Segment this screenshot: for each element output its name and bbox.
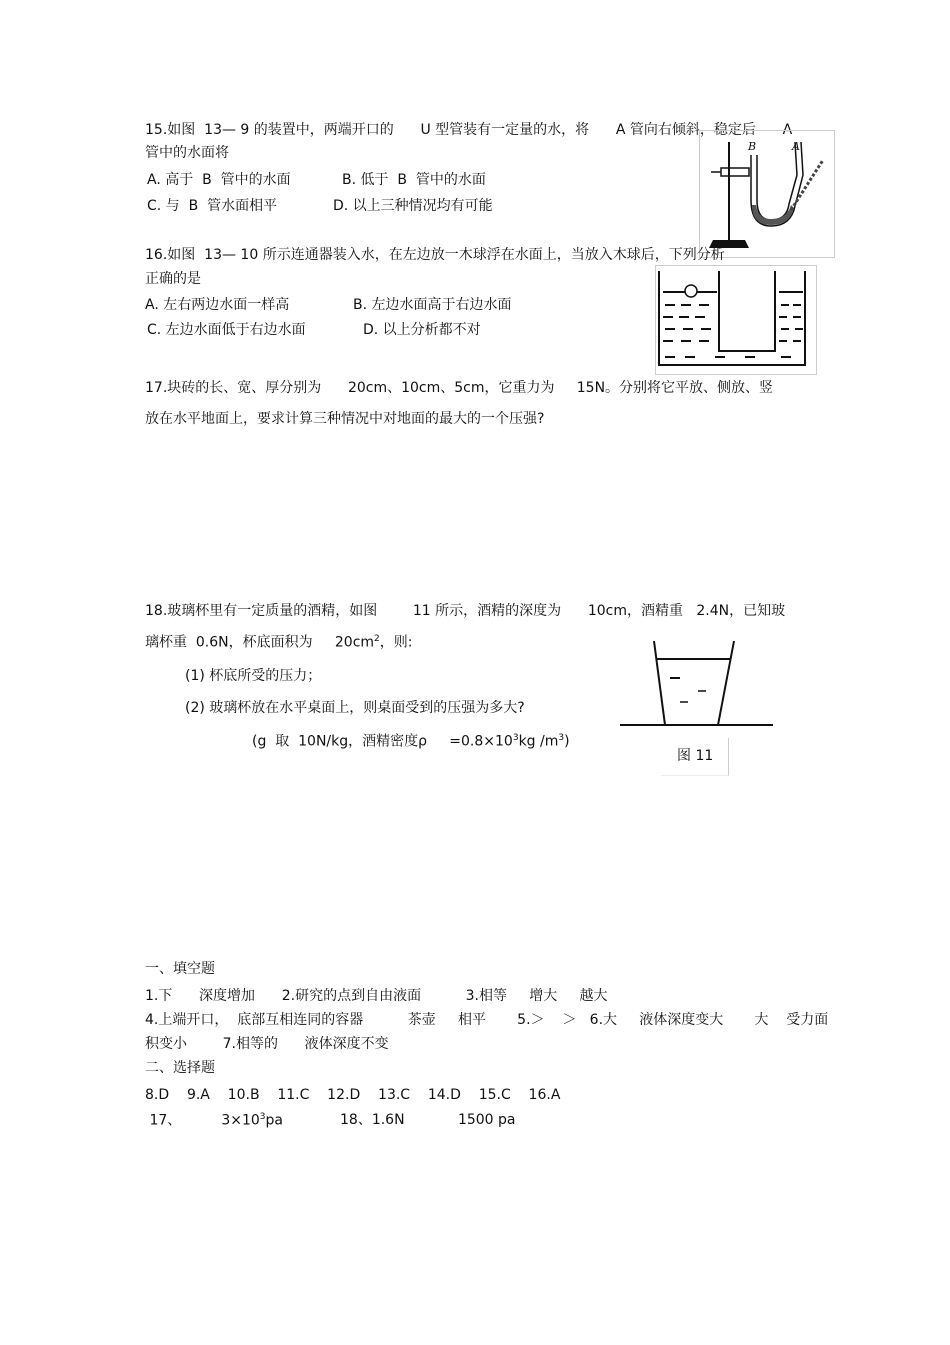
- q16-option-c: C. 左边水面低于右边水面: [147, 322, 306, 338]
- q18-line1: 18.玻璃杯里有一定质量的酒精，如图 11 所示，酒精的深度为 10cm，酒精重 2.4N，已知玻: [145, 603, 786, 619]
- label-b: B: [748, 140, 757, 153]
- fill-answers-line1: 1.下 深度增加 2.研究的点到自由液面 3.相等 增大 越大: [145, 988, 608, 1004]
- section2-title: 二、选择题: [145, 1060, 215, 1076]
- q18-line2: 璃杯重 0.6N，杯底面积为 $20cm^2$，则:: [145, 634, 413, 651]
- q15-option-d: D. 以上三种情况均有可能: [333, 198, 493, 214]
- q15-option-c: C. 与 B 管水面相平: [147, 198, 278, 214]
- q15-option-a: A. 高于 B 管中的水面: [147, 172, 291, 188]
- q16-option-a: A. 左右两边水面一样高: [145, 297, 290, 313]
- connected-vessel-figure: [655, 265, 817, 375]
- q15-line2: 管中的水面将: [145, 145, 229, 161]
- q18-note: (g 取 10N/kg，酒精密度ρ $=0.8\times 10^3kg$ $/m^3$): [252, 733, 570, 750]
- answer-17: 17、 $3\times 10^3pa$: [145, 1112, 283, 1129]
- q18-sub2: (2) 玻璃杯放在水平桌面上，则桌面受到的压强为多大?: [185, 700, 525, 716]
- answer-18: 18、1.6N 1500 pa: [340, 1112, 516, 1128]
- q16-line1: 16.如图 13— 10 所示连通器装入水，在左边放一木球浮在水面上，当放入木球后，下列分析: [145, 247, 725, 263]
- label-a: A: [792, 140, 800, 153]
- figure-11-caption: 图 11: [677, 748, 714, 764]
- wood-ball: [685, 285, 697, 297]
- q16-option-d: D. 以上分析都不对: [363, 322, 481, 338]
- u-tube-figure: [699, 130, 835, 258]
- q16-line2: 正确的是: [145, 271, 201, 287]
- fill-answers-line2: 4.上端开口， 底部互相连同的容器 茶壶 相平 5.＞ ＞ 6.大 液体深度变大 大 受力面: [145, 1012, 829, 1028]
- q15-line1: 15.如图 13— 9 的装置中，两端开口的 U 型管装有一定量的水，将 A 管向右倾斜，稳定后 A: [145, 122, 793, 138]
- fill-answers-line3: 积变小 7.相等的 液体深度不变: [145, 1036, 389, 1052]
- section1-title: 一、填空题: [145, 961, 215, 977]
- q16-option-b: B. 左边水面高于右边水面: [353, 297, 512, 313]
- q18-sub1: (1) 杯底所受的压力；: [185, 668, 322, 684]
- q17-line2: 放在水平地面上，要求计算三种情况中对地面的最大的一个压强?: [145, 411, 545, 427]
- choice-answers: 8.D 9.A 10.B 11.C 12.D 13.C 14.D 15.C 16.A: [145, 1087, 561, 1103]
- q17-line1: 17.块砖的长、宽、厚分别为 20cm、10cm、5cm，它重力为 15N。分别将它平放、侧放、竖: [145, 380, 774, 396]
- glass-cup-figure: [620, 638, 780, 733]
- q15-option-b: B. 低于 B 管中的水面: [342, 172, 486, 188]
